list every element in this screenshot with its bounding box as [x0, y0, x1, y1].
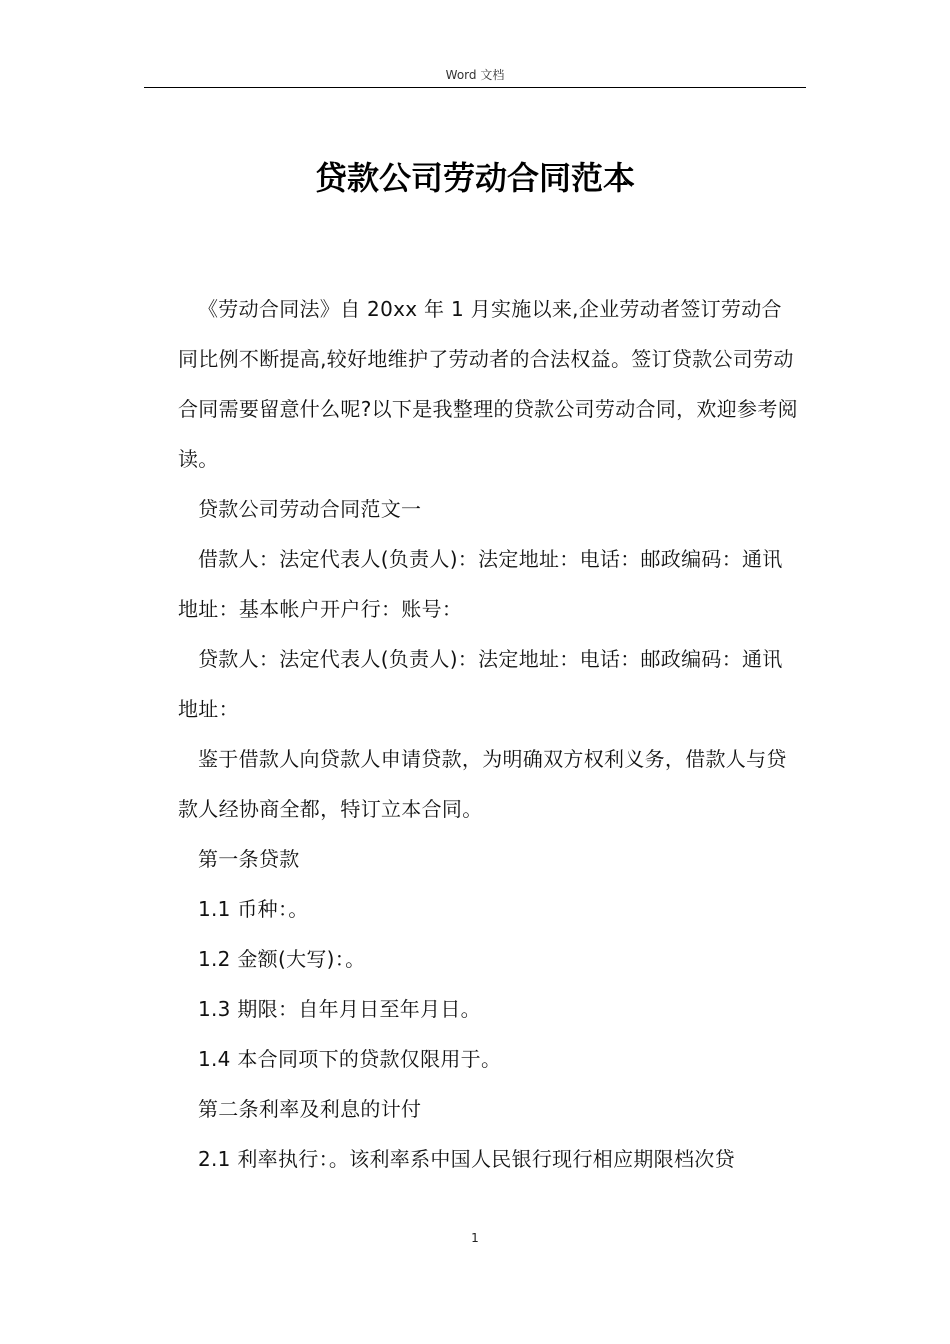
document-title: 贷款公司劳动合同范本 — [314, 159, 635, 197]
clause-1-1: 1.1 币种：。 — [198, 897, 309, 921]
lender-info-paragraph: 贷款人：法定代表人(负责人)：法定地址：电话：邮政编码：通讯地址： — [178, 647, 783, 721]
intro-paragraph: 《劳动合同法》自 20xx 年 1 月实施以来,企业劳动者签订劳动合同比例不断提高,较好地维护了劳动者的合法权益。签订贷款公司劳动合同需要留意什么呢?以下是我整理的贷款公司劳动合同，欢迎参考阅读。 — [178, 297, 798, 471]
header-divider — [144, 87, 806, 88]
document-body — [178, 284, 802, 1184]
preamble-paragraph: 鉴于借款人向贷款人申请贷款，为明确双方权利义务，借款人与贷款人经协商全都，特订立本合同。 — [178, 747, 787, 821]
page-number: 1 — [471, 1231, 479, 1245]
clause-2-1: 2.1 利率执行：。该利率系中国人民银行现行相应期限档次贷 — [198, 1147, 735, 1171]
borrower-info-paragraph: 借款人：法定代表人(负责人)：法定地址：电话：邮政编码：通讯地址：基本帐户开户行：账号： — [178, 547, 783, 621]
section-heading-sample-one: 贷款公司劳动合同范文一 — [198, 497, 422, 521]
article-two-heading: 第二条利率及利息的计付 — [198, 1097, 422, 1121]
page-header: Word 文档 — [445, 68, 505, 82]
clause-1-3: 1.3 期限：自年月日至年月日。 — [198, 997, 481, 1021]
clause-1-4: 1.4 本合同项下的贷款仅限用于。 — [198, 1047, 502, 1071]
article-one-heading: 第一条贷款 — [198, 847, 300, 871]
clause-1-2: 1.2 金额(大写)：。 — [198, 947, 366, 971]
